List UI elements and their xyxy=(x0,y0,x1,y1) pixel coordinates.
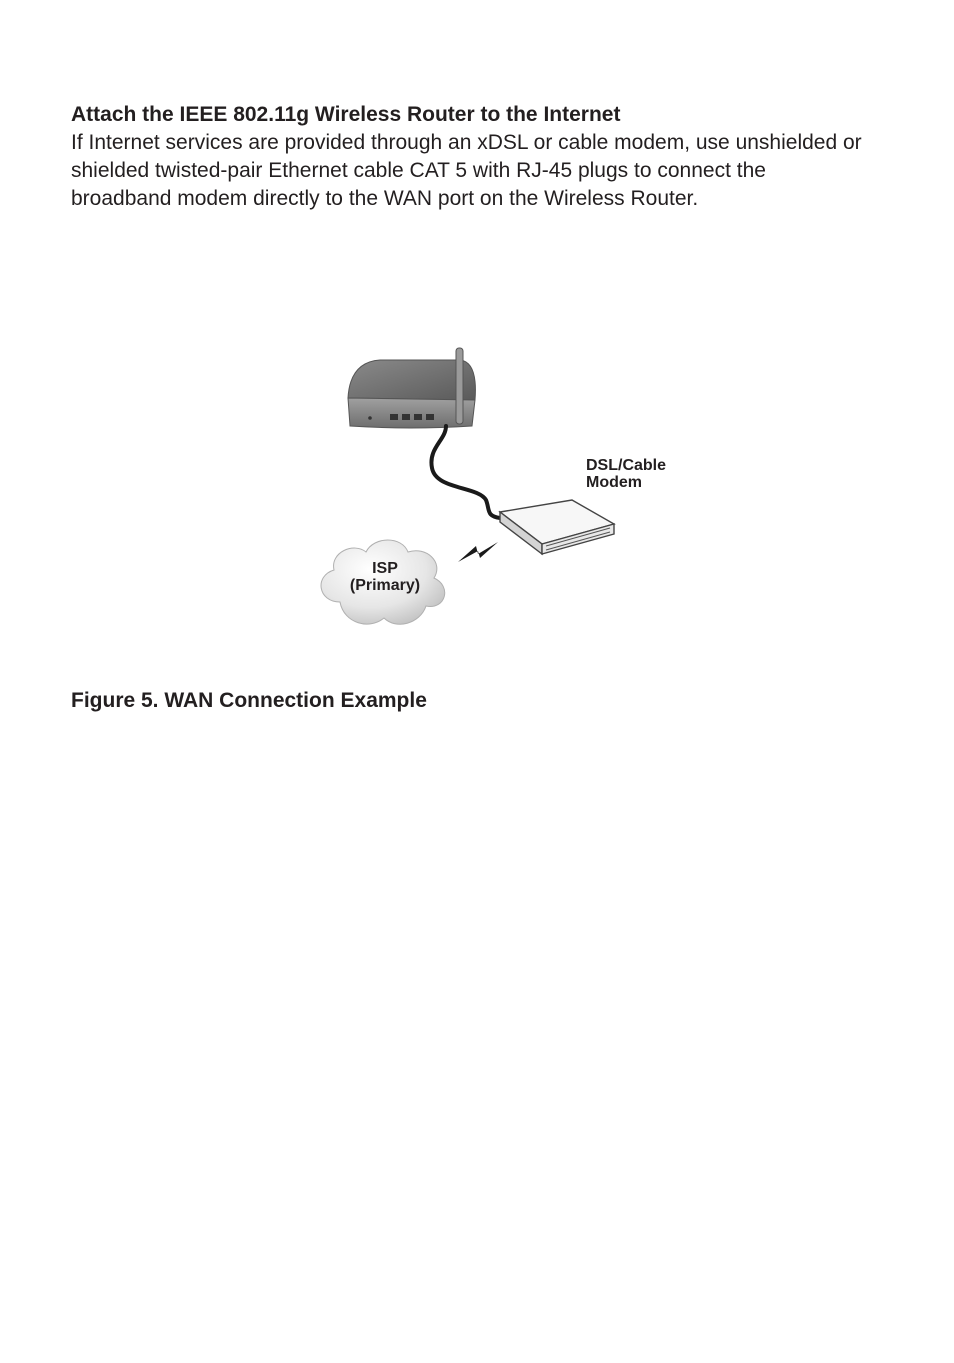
section-heading: Attach the IEEE 802.11g Wireless Router to the Internet xyxy=(71,103,621,126)
lightning-icon xyxy=(458,542,498,562)
modem-icon xyxy=(500,500,614,554)
section-body-text: If Internet services are provided through an xDSL or cable modem, use unshielded or shielded twisted-pair Ethernet cable CAT 5 with RJ-45 plugs to connect the broadband modem directly to the WAN port on the Wireless Router. xyxy=(71,131,862,210)
router-icon xyxy=(348,348,475,428)
figure-caption: Figure 5. WAN Connection Example xyxy=(71,689,427,712)
modem-label: DSL/Cable Modem xyxy=(586,457,667,491)
cable-icon xyxy=(431,426,500,518)
isp-label: ISP (Primary) xyxy=(349,560,421,594)
wan-connection-figure xyxy=(300,340,720,640)
